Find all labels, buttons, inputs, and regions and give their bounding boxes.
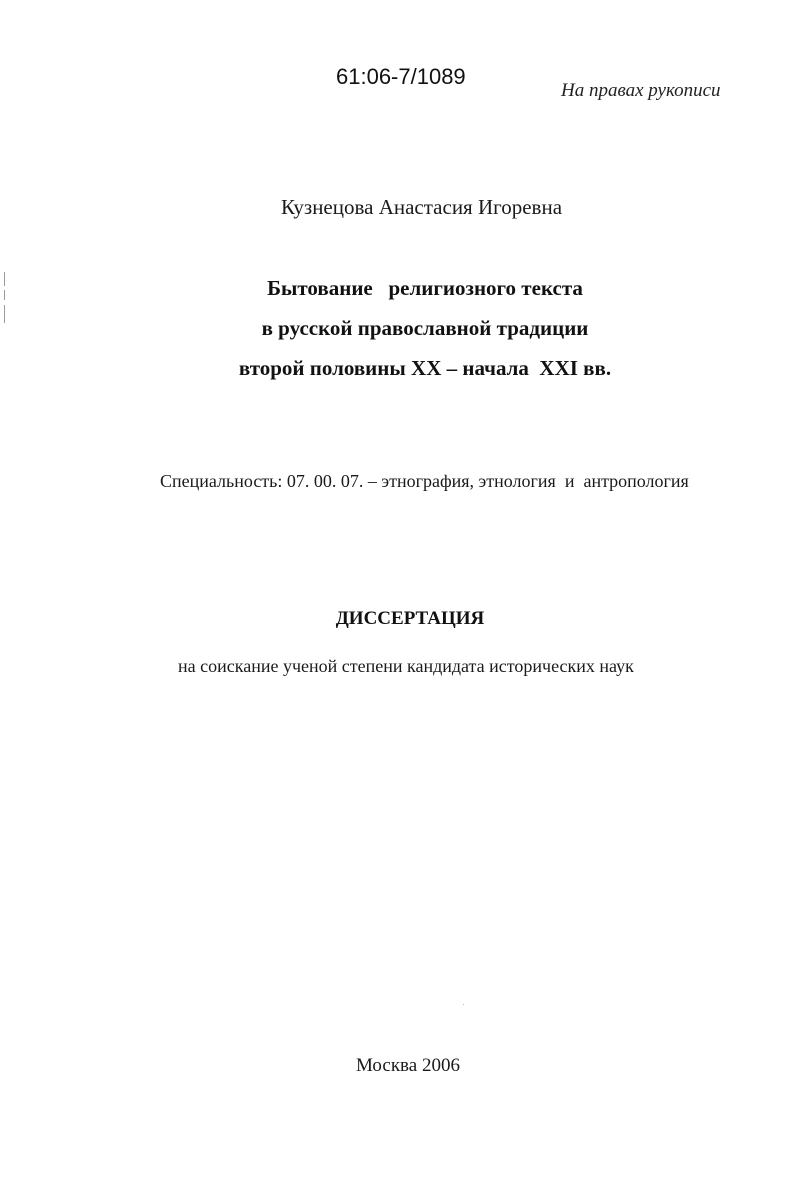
degree-line: на соискание ученой степени кандидата исторических наук	[178, 656, 634, 676]
specialty-line: Специальность: 07. 00. 07. – этнография, этнология и антропология	[160, 471, 689, 491]
dissertation-title-line-1: Бытование религиозного текста	[267, 276, 583, 300]
dissertation-title-line-3: второй половины XX – начала XXI вв.	[238, 356, 612, 380]
document-type-heading: ДИССЕРТАЦИЯ	[335, 608, 485, 629]
rights-notice: На правах рукописи	[561, 80, 721, 101]
dissertation-title-line-2: в русской православной традиции	[261, 316, 589, 340]
city-year: Москва 2006	[356, 1055, 460, 1076]
author-name: Кузнецова Анастасия Игоревна	[280, 195, 563, 219]
scan-artifact	[463, 1004, 464, 1005]
catalog-stamp: 61:06-7/1089	[336, 64, 466, 89]
